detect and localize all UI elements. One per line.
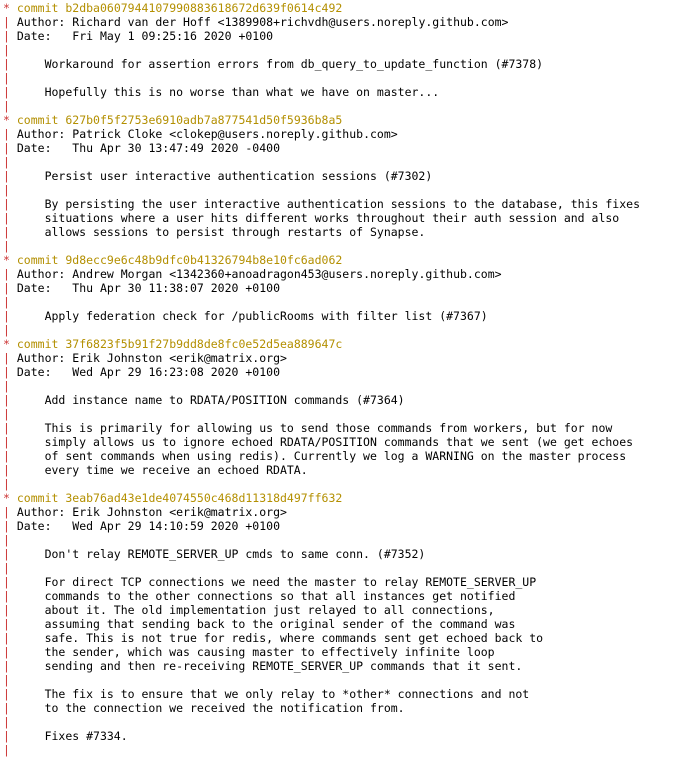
graph-pipe-icon: | <box>3 547 10 561</box>
graph-pipe-icon: | <box>3 687 10 701</box>
commit-message-text: sending and then re-receiving REMOTE_SERVER_UP commands that it sent. <box>44 659 523 673</box>
date-label: Date: <box>16 141 52 155</box>
graph-spacer-line <box>3 71 692 85</box>
graph-pipe-icon: | <box>3 99 10 113</box>
graph-commit-marker: * <box>3 491 10 505</box>
graph-pipe-icon: | <box>3 169 10 183</box>
graph-spacer-line <box>3 407 692 421</box>
commit-message-line <box>3 421 692 435</box>
commit-hash: 9d8ecc9e6c48b9dfc0b41326794b8e10fc6ad062 <box>65 253 343 267</box>
commit-message-line <box>3 435 692 449</box>
graph-commit-marker: * <box>3 253 10 267</box>
commit-message-text: The fix is to ensure that we only relay to *other* connections and not <box>44 687 530 701</box>
commit-message-line <box>3 57 692 71</box>
author-line <box>3 505 692 519</box>
date-label: Date: <box>16 281 52 295</box>
graph-pipe-icon: | <box>3 365 10 379</box>
commit-message-line <box>3 575 692 589</box>
graph-pipe-icon: | <box>3 421 10 435</box>
graph-pipe-icon: | <box>3 71 10 85</box>
commit-message-line <box>3 729 692 743</box>
commit-message-text: assuming that sending back to the original sender of the command was <box>44 617 516 631</box>
graph-pipe-icon: | <box>3 393 10 407</box>
commit-message-line <box>3 687 692 701</box>
commit-message-line <box>3 547 692 561</box>
graph-pipe-icon: | <box>3 127 10 141</box>
graph-pipe-icon: | <box>3 575 10 589</box>
author-line <box>3 267 692 281</box>
graph-commit-marker: * <box>3 1 10 15</box>
commit-message-line <box>3 603 692 617</box>
date-label: Date: <box>16 29 52 43</box>
commit-message-line <box>3 197 692 211</box>
graph-pipe-icon: | <box>3 323 10 337</box>
commit-hash: 627b0f5f2753e6910adb7a877541d50f5936b8a5 <box>65 113 343 127</box>
graph-spacer-line <box>3 183 692 197</box>
commit-message-text: simply allows us to ignore echoed RDATA/POSITION commands that we sent (we get echoes <box>44 435 634 449</box>
date-label: Date: <box>16 365 52 379</box>
graph-pipe-icon: | <box>3 519 10 533</box>
commit-message-line <box>3 211 692 225</box>
date-line <box>3 519 692 533</box>
author-value: Patrick Cloke <clokep@users.noreply.github.com> <box>72 127 398 141</box>
commit-header-line <box>3 491 692 505</box>
commit-message-text: Add instance name to RDATA/POSITION commands (#7364) <box>44 393 405 407</box>
commit-header-line <box>3 253 692 267</box>
author-value: Erik Johnston <erik@matrix.org> <box>72 505 287 519</box>
date-label: Date: <box>16 519 52 533</box>
author-line <box>3 127 692 141</box>
commit-hash: b2dba0607944107990883618672d639f0614c492 <box>65 1 343 15</box>
graph-spacer-line <box>3 295 692 309</box>
graph-spacer-line <box>3 743 692 757</box>
graph-pipe-icon: | <box>3 673 10 687</box>
graph-spacer-line <box>3 673 692 687</box>
graph-pipe-icon: | <box>3 589 10 603</box>
commit-header-line <box>3 1 692 15</box>
date-value: Thu Apr 30 11:38:07 2020 +0100 <box>72 281 280 295</box>
graph-spacer-line <box>3 323 692 337</box>
author-label: Author: <box>16 505 66 519</box>
graph-pipe-icon: | <box>3 351 10 365</box>
graph-pipe-icon: | <box>3 29 10 43</box>
graph-pipe-icon: | <box>3 239 10 253</box>
commit-label: commit <box>16 491 59 505</box>
commit-label: commit <box>16 253 59 267</box>
graph-pipe-icon: | <box>3 295 10 309</box>
graph-pipe-icon: | <box>3 449 10 463</box>
graph-pipe-icon: | <box>3 43 10 57</box>
graph-pipe-icon: | <box>3 617 10 631</box>
commit-header-line <box>3 337 692 351</box>
graph-spacer-line <box>3 477 692 491</box>
commit-message-text: safe. This is not true for redis, where commands sent get echoed back to <box>44 631 544 645</box>
author-label: Author: <box>16 15 66 29</box>
graph-spacer-line <box>3 155 692 169</box>
commit-message-line <box>3 85 692 99</box>
commit-message-line <box>3 393 692 407</box>
graph-pipe-icon: | <box>3 561 10 575</box>
author-value: Andrew Morgan <1342360+anoadragon453@users.noreply.github.com> <box>72 267 502 281</box>
date-value: Thu Apr 30 13:47:49 2020 -0400 <box>72 141 280 155</box>
graph-pipe-icon: | <box>3 715 10 729</box>
commit-message-line <box>3 645 692 659</box>
graph-pipe-icon: | <box>3 183 10 197</box>
date-value: Wed Apr 29 16:23:08 2020 +0100 <box>72 365 280 379</box>
commit-label: commit <box>16 337 59 351</box>
graph-pipe-icon: | <box>3 477 10 491</box>
commit-message-line <box>3 589 692 603</box>
graph-pipe-icon: | <box>3 435 10 449</box>
date-line <box>3 141 692 155</box>
commit-message-text: situations where a user hits different works throughout their auth session and also <box>44 211 620 225</box>
graph-pipe-icon: | <box>3 141 10 155</box>
graph-spacer-line <box>3 239 692 253</box>
graph-pipe-icon: | <box>3 85 10 99</box>
commit-message-line <box>3 309 692 323</box>
commit-message-line <box>3 169 692 183</box>
graph-pipe-icon: | <box>3 225 10 239</box>
graph-pipe-icon: | <box>3 211 10 225</box>
graph-spacer-line <box>3 99 692 113</box>
commit-message-text: commands to the other connections so that all instances get notified <box>44 589 516 603</box>
commit-message-text: By persisting the user interactive authentication sessions to the database, this fixes <box>44 197 640 211</box>
graph-pipe-icon: | <box>3 15 10 29</box>
graph-pipe-icon: | <box>3 701 10 715</box>
graph-commit-marker: * <box>3 113 10 127</box>
graph-spacer-line <box>3 379 692 393</box>
commit-message-text: For direct TCP connections we need the master to relay REMOTE_SERVER_UP <box>44 575 537 589</box>
commit-message-text: the sender, which was causing master to effectively infinite loop <box>44 645 495 659</box>
graph-pipe-icon: | <box>3 505 10 519</box>
commit-message-text: Fixes #7334. <box>44 729 128 743</box>
graph-pipe-icon: | <box>3 631 10 645</box>
date-value: Fri May 1 09:25:16 2020 +0100 <box>72 29 274 43</box>
graph-pipe-icon: | <box>3 281 10 295</box>
commit-message-line <box>3 449 692 463</box>
author-line <box>3 15 692 29</box>
author-line <box>3 351 692 365</box>
graph-pipe-icon: | <box>3 407 10 421</box>
commit-message-text: Apply federation check for /publicRooms with filter list (#7367) <box>44 309 488 323</box>
date-value: Wed Apr 29 14:10:59 2020 +0100 <box>72 519 280 533</box>
commit-message-line <box>3 463 692 477</box>
graph-pipe-icon: | <box>3 309 10 323</box>
commit-message-text: Workaround for assertion errors from db_query_to_update_function (#7378) <box>44 57 544 71</box>
commit-label: commit <box>16 1 59 15</box>
graph-pipe-icon: | <box>3 645 10 659</box>
commit-message-text: of sent commands when using redis). Currently we log a WARNING on the master process <box>44 449 627 463</box>
commit-message-line <box>3 701 692 715</box>
date-line <box>3 29 692 43</box>
commit-header-line <box>3 113 692 127</box>
commit-message-text: every time we receive an echoed RDATA. <box>44 463 308 477</box>
graph-spacer-line <box>3 715 692 729</box>
graph-commit-marker: * <box>3 337 10 351</box>
graph-pipe-icon: | <box>3 659 10 673</box>
date-line <box>3 281 692 295</box>
commit-message-text: allows sessions to persist through restarts of Synapse. <box>44 225 426 239</box>
graph-pipe-icon: | <box>3 463 10 477</box>
commit-message-text: Don't relay REMOTE_SERVER_UP cmds to same conn. (#7352) <box>44 547 426 561</box>
date-line <box>3 365 692 379</box>
author-label: Author: <box>16 351 66 365</box>
commit-label: commit <box>16 113 59 127</box>
graph-pipe-icon: | <box>3 743 10 757</box>
author-value: Erik Johnston <erik@matrix.org> <box>72 351 287 365</box>
graph-spacer-line <box>3 561 692 575</box>
graph-pipe-icon: | <box>3 57 10 71</box>
graph-pipe-icon: | <box>3 729 10 743</box>
commit-message-line <box>3 617 692 631</box>
commit-message-line <box>3 225 692 239</box>
graph-spacer-line <box>3 43 692 57</box>
graph-spacer-line <box>3 533 692 547</box>
graph-pipe-icon: | <box>3 155 10 169</box>
commit-message-text: Hopefully this is no worse than what we have on master... <box>44 85 440 99</box>
commit-message-line <box>3 659 692 673</box>
commit-hash: 37f6823f5b91f27b9dd8de8fc0e52d5ea889647c <box>65 337 343 351</box>
commit-hash: 3eab76ad43e1de4074550c468d11318d497ff632 <box>65 491 343 505</box>
commit-message-text: to the connection we received the notification from. <box>44 701 405 715</box>
author-value: Richard van der Hoff <1389908+richvdh@users.noreply.github.com> <box>72 15 509 29</box>
author-label: Author: <box>16 127 66 141</box>
commit-message-line <box>3 631 692 645</box>
graph-pipe-icon: | <box>3 603 10 617</box>
commit-message-text: This is primarily for allowing us to send those commands from workers, but for now <box>44 421 613 435</box>
commit-message-text: Persist user interactive authentication sessions (#7302) <box>44 169 433 183</box>
graph-pipe-icon: | <box>3 267 10 281</box>
commit-message-text: about it. The old implementation just relayed to all connections, <box>44 603 495 617</box>
graph-pipe-icon: | <box>3 533 10 547</box>
author-label: Author: <box>16 267 66 281</box>
graph-pipe-icon: | <box>3 197 10 211</box>
graph-pipe-icon: | <box>3 379 10 393</box>
